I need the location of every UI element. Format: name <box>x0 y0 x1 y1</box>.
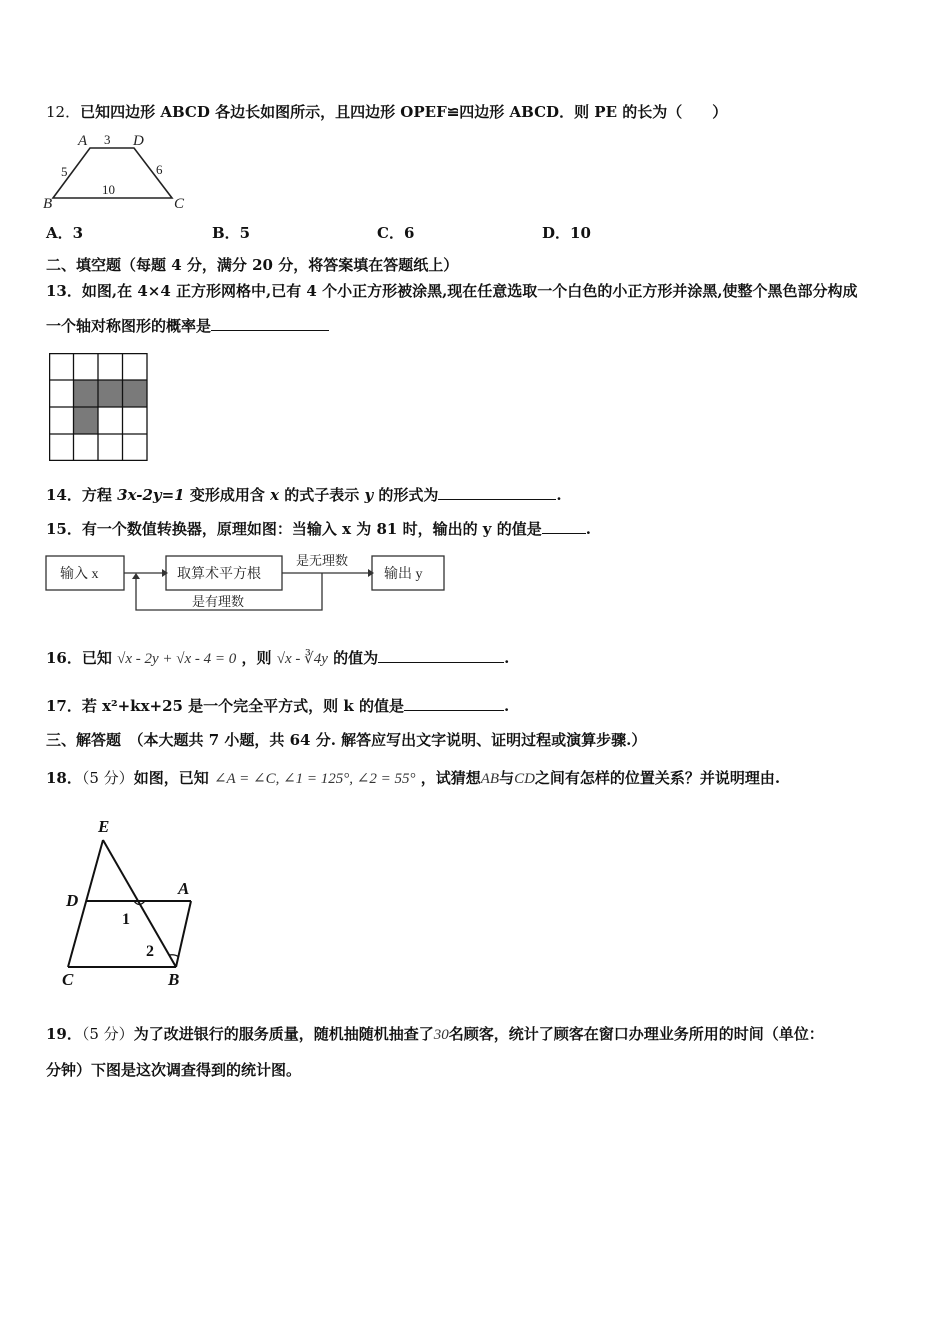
question-number: 16． <box>46 649 82 667</box>
section-heading-solutions: 三、解答题 （本大题共 7 小题，共 64 分. 解答应写出文字说明、证明过程或演算步骤.） <box>46 731 647 749</box>
converter-flowchart <box>44 548 446 614</box>
question-score: （5 分） <box>81 1025 134 1043</box>
point-C: C <box>62 970 74 989</box>
vertex-C: C <box>174 196 185 212</box>
side-AD: 3 <box>104 132 111 147</box>
vertex-B: B <box>43 196 53 212</box>
question-13-line2 <box>46 316 329 336</box>
point-E: E <box>98 817 110 836</box>
side-BC: 10 <box>102 182 115 197</box>
question-score: （5 分） <box>81 769 134 787</box>
question-text: 一个轴对称图形的概率是 <box>46 317 212 335</box>
question-number: 19． <box>46 1025 82 1043</box>
angle-2: 2 <box>146 943 154 960</box>
question-18: 18．（5 分）如图，已知 ∠A = ∠C, ∠1 = 125°, ∠2 = 55° ，试猜想AB与CD之间有怎样的位置关系？并说明理由. <box>46 769 781 787</box>
question-text: 已知四边形 ABCD 各边长如图所示，且四边形 OPEF≌四边形 ABCD．则 PE 的长为（ ） <box>80 103 728 121</box>
angle-1: 1 <box>122 911 130 928</box>
question-text: 若 x²+kx+25 是一个完全平方式，则 k 的值是 <box>81 697 405 715</box>
grid-figure <box>49 353 149 461</box>
point-D: D <box>66 891 79 910</box>
answer-blank <box>542 519 586 534</box>
point-A: A <box>178 879 190 898</box>
option-b: B．5 <box>212 224 251 242</box>
answer-blank <box>211 316 329 331</box>
expression-math: √x - ∛4y <box>276 651 328 667</box>
question-15: 15．有一个数值转换器，原理如图：当输入 x 为 81 时，输出的 y 的值是 . <box>46 520 591 538</box>
vertex-D: D <box>133 133 144 149</box>
question-12 <box>46 102 727 122</box>
question-19-line1: 19．（5 分）为了改进银行的服务质量，随机抽随机抽查了30名顾客，统计了顾客在窗口办理业务所用的时间（单位： <box>46 1025 824 1043</box>
question-number: 15． <box>46 520 82 538</box>
question-number: 12． <box>46 103 81 121</box>
side-AB: 5 <box>61 164 68 179</box>
flow-output-label: 输出 y <box>384 567 423 582</box>
answer-blank <box>438 485 556 500</box>
question-text: 如图,在 4×4 正方形网格中,已有 4 个小正方形被涂黑,现在任意选取一个白色的小正方形并涂黑,使整个黑色部分构成 <box>81 282 858 300</box>
flow-process-label: 取算术平方根 <box>177 567 261 582</box>
question-16: 16．已知 √x - 2y + √x - 4 = 0 ，则 √x - ∛4y 的值为 . <box>46 649 510 667</box>
option-a: A．3 <box>46 224 84 242</box>
question-number: 18． <box>46 769 82 787</box>
flow-input-label: 输入 x <box>60 567 99 582</box>
condition-math: √x - 2y + √x - 4 = 0 <box>117 651 237 667</box>
equation: 3x-2y=1 <box>117 486 185 504</box>
option-d: D．10 <box>542 224 591 242</box>
point-B: B <box>168 970 180 989</box>
option-c: C．6 <box>377 224 415 242</box>
answer-blank <box>378 648 504 663</box>
answer-blank <box>404 696 504 711</box>
flow-irrational-label: 是无理数 <box>296 553 349 568</box>
vertex-A: A <box>78 133 88 149</box>
flow-rational-label: 是有理数 <box>192 594 245 609</box>
question-19-line2: 分钟）下图是这次调查得到的统计图。 <box>46 1061 302 1079</box>
question-number: 13． <box>46 282 82 300</box>
question-13-line1 <box>46 281 858 301</box>
question-17: 17．若 x²+kx+25 是一个完全平方式，则 k 的值是 . <box>46 697 510 715</box>
side-DC: 6 <box>156 162 163 177</box>
parallel-lines-figure <box>58 812 208 992</box>
question-number: 17． <box>46 697 82 715</box>
question-14: 14．方程 3x-2y=1 变形成用含 x 的式子表示 y 的形式为 . <box>46 486 562 504</box>
question-number: 14． <box>46 486 82 504</box>
section-heading-fill-in: 二、填空题（每题 4 分，满分 20 分，将答案填在答题纸上） <box>46 256 459 274</box>
trapezoid-figure <box>40 128 200 214</box>
question-text: 有一个数值转换器，原理如图：当输入 x 为 81 时，输出的 y 的值是 <box>81 520 542 538</box>
given-math: ∠A = ∠C, ∠1 = 125°, ∠2 = 55° <box>213 771 416 787</box>
